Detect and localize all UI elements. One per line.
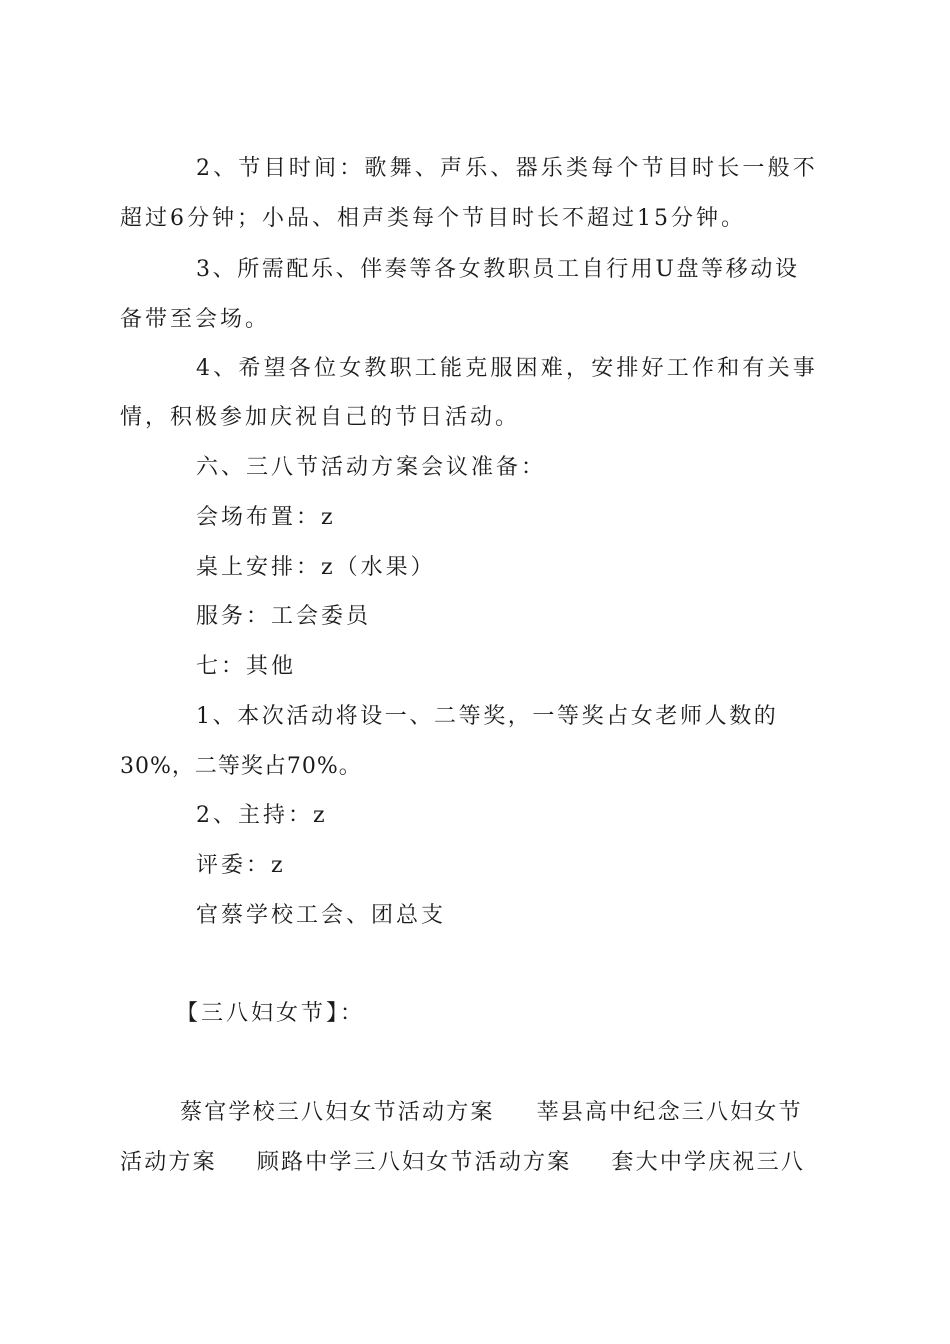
- section-heading-womens-day: 【三八妇女节】：: [176, 1001, 366, 1026]
- related-link-cont[interactable]: 活动方案: [120, 1150, 217, 1175]
- paragraph-program-time-cont: 超过6分钟；小品、相声类每个节目时长不超过15分钟。: [120, 206, 746, 231]
- paragraph-participation-cont: 情，积极参加庆祝自己的节日活动。: [120, 405, 521, 430]
- paragraph-participation: 4、希望各位女教职工能克服困难，安排好工作和有关事: [196, 356, 818, 381]
- item-judges: 评委：z: [196, 853, 286, 878]
- organizer-signature: 官蔡学校工会、团总支: [196, 903, 447, 928]
- section-heading-meeting-prep: 六、三八节活动方案会议准备：: [196, 455, 547, 480]
- related-link[interactable]: 套大中学庆祝三八: [611, 1150, 806, 1175]
- paragraph-music-accompaniment-cont: 备带至会场。: [120, 307, 271, 332]
- related-link[interactable]: 蔡官学校三八妇女节活动方案: [180, 1100, 495, 1125]
- section-heading-other: 七：其他: [196, 654, 297, 679]
- item-venue-setup: 会场布置：z: [196, 505, 336, 530]
- related-link[interactable]: 莘县高中纪念三八妇女节: [536, 1100, 803, 1125]
- paragraph-program-time: 2、节目时间：歌舞、声乐、器乐类每个节目时长一般不: [196, 156, 818, 181]
- paragraph-music-accompaniment: 3、所需配乐、伴奏等各女教职员工自行用U盘等移动设: [196, 257, 800, 282]
- item-service: 服务：工会委员: [196, 604, 372, 629]
- related-link[interactable]: 顾路中学三八妇女节活动方案: [256, 1150, 572, 1175]
- paragraph-awards: 1、本次活动将设一、二等奖，一等奖占女老师人数的: [196, 704, 779, 729]
- related-links-row-1: [180, 1100, 803, 1126]
- paragraph-awards-cont: 30%，二等奖占70%。: [120, 754, 362, 779]
- item-host: 2、主持：z: [196, 803, 328, 828]
- item-table-arrangement: 桌上安排：z（水果）: [196, 555, 436, 580]
- related-links-row-2: [120, 1150, 805, 1176]
